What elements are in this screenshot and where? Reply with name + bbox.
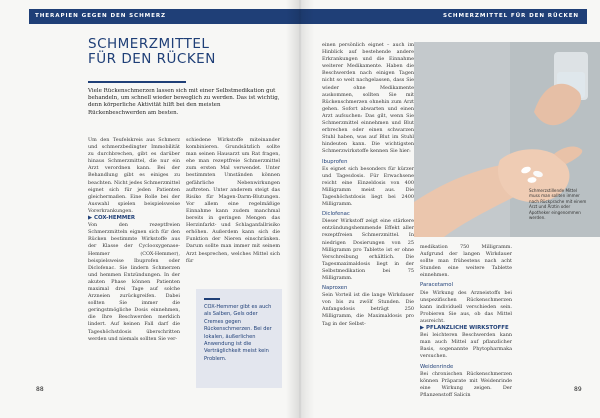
- lead-paragraph: Viele Rückenschmerzen lassen sich mit einer Selbstmedikation gut behandeln, um schnell wieder beweglich zu werden. Das ist wichtig, denn körperliche Aktivität hilft bei den meisten Rückenbeschwerden am besten.: [88, 88, 280, 116]
- subheading-diclofenac: Diclofenac: [322, 211, 350, 218]
- body-paragraph: Von den rezeptfreien Schmerzmitteln eignen sich für den Rücken bestimmte Wirkstoffe aus der Klasse der Cyclooxygenase-Hemmer (COX-Hemmer), beispielsweise Ibuprofen oder Diclofenac. Sie lindern Schmerzen und hemmen Entzündungen. In der akuten Phase können Patienten maximal drei Tage auf solche Arzneien zurückgreifen. Dabei sollten Sie immer die geringstmögliche Dosis einnehmen, die Ihre Beschwerden merklich lindert. Auf keinen Fall darf die Tageshöchstdosis überschritten werden und niemals sollten Sie ver-: [88, 222, 180, 342]
- body-paragraph: Die Wirkung des Arzneistoffs bei unspezifischen Rückenschmerzen kann individuell verschieden sein. Probieren Sie aus, ob das Mittel ausreicht.: [420, 289, 512, 324]
- body-paragraph: Sein Vorteil ist die lange Wirkdauer von bis zu zwölf Stunden. Die Anfangsdosis beträgt 250 Milligramm, die Maximaldosis pro Tag in der Selbst-: [322, 292, 414, 327]
- body-paragraph: Es eignet sich besonders für kürzer und Tagesdosis. Für Erwachsene reicht eine Einzeldosis von 400 Milligramm meist aus. Die Tageshöchstdosis liegt bei 2400 Milligramm.: [322, 165, 414, 208]
- info-box: [196, 289, 282, 388]
- subheading-weidenrinde: Weidenrinde: [420, 363, 454, 370]
- right-column-1: [322, 42, 414, 400]
- body-paragraph: Bei chronischen Rückenschmerzen können Präparate mit Weidenrinde eine Wirkung zeigen. Der Pflanzenstoff Salicin: [420, 370, 512, 398]
- subheading-ibuprofen: Ibuprofen: [322, 158, 348, 165]
- body-paragraph: medikation 750 Milligramm. Aufgrund der langen Wirkdauer sollte man frühestens nach acht Stunden eine weitere Tablette einnehmen.: [420, 244, 512, 279]
- section-heading-text: COX-HEMMER: [94, 215, 136, 222]
- left-column-1: [88, 137, 180, 393]
- left-column-2: [186, 137, 280, 285]
- right-running-header: SCHMERZMITTEL FÜR DEN RÜCKEN: [442, 13, 579, 19]
- subheading-naproxen: Naproxen: [322, 285, 348, 292]
- section-heading-text: PFLANZLICHE WIRKSTOFFE: [426, 325, 509, 332]
- body-paragraph: Um den Teufelskreis aus Schmerz und schmerzbedingter Immobilität zu durchbrechen, gibt es darüber hinaus Schmerzmittel, die nur ein Arzt verordnen kann. Bei der Behandlung gibt es einiges zu beachten. Nicht jedes Schmerzmittel eignet sich für jeden Patienten gleichermaßen. Eine Rolle bei der Auswahl spielen beispielsweise Vorerkrankungen.: [88, 137, 180, 214]
- info-box-accent: [204, 298, 220, 300]
- left-header-bar: [29, 9, 300, 24]
- page-number-left: 88: [36, 386, 44, 393]
- right-page: [300, 0, 600, 418]
- subheading-paracetamol: Paracetamol: [420, 282, 453, 289]
- right-column-2: [420, 244, 512, 400]
- chapter-title: [88, 37, 278, 67]
- right-header-bar: [300, 9, 587, 24]
- section-heading-cox: ▶ COX-HEMMER: [88, 215, 136, 222]
- book-gutter-shadow: [286, 0, 314, 418]
- body-paragraph: schiedene Wirkstoffe miteinander kombinieren. Grundsätzlich sollte man seinen Hausarzt um Rat fragen, ehe man rezeptfreie Schmerzmittel zum ersten Mal verwendet. Unter bestimmten Umständen können gefährliche Nebenwirkungen auftreten. Unter anderem steigt das Risiko für Magen-Darm-Blutungen. Vor allem eine regelmäßige Einnahme kann zudem manchmal bereits in geringen Mengen das Herzinfarkt- und Schlaganfallrisiko erhöhen. Außerdem kann sich die Funktion der Nieren einschränken. Darum sollte man immer mit seinem Arzt besprechen, welches Mittel sich für: [186, 137, 280, 264]
- chapter-title-line2: FÜR DEN RÜCKEN: [88, 51, 216, 67]
- info-box-text: COX-Hemmer gibt es auch als Salben, Gels oder Cremes gegen Rückenschmerzen. Bei der lokalen, äußerlichen Anwendung ist die Verträglichkeit meist kein Problem.: [204, 304, 272, 362]
- photo-caption: Schmerzstillende Mittel muss man sollten immer nach Rückprache mit einem Arzt und Ärztin oder Apotheker eingenommen werden.: [529, 188, 587, 221]
- chapter-title-line1: SCHMERZMITTEL: [88, 36, 210, 52]
- left-running-header: THERAPIEN GEGEN DEN SCHMERZ: [35, 13, 166, 19]
- section-heading-pflanzlich: ▶ PFLANZLICHE WIRKSTOFFE: [420, 325, 509, 332]
- title-underline: [88, 81, 186, 83]
- body-paragraph: Dieser Wirkstoff zeigt eine stärkere entzündungshemmende Effekt aller rezeptfreien Schmerzmittel. In niedrigen Dosierungen von 25 Milligramm pro Tablette ist er ohne Verschreibung erhältlich. Die Tagesmaximaldosis liegt in der Selbstmedikation bei 75 Milligramm.: [322, 218, 414, 281]
- page-number-right: 89: [574, 386, 582, 393]
- body-paragraph: Bei leichteren Beschwerden kann man auch Mittel auf pflanzlicher Basis, sogenannte Phytopharmaka versuchen.: [420, 332, 512, 360]
- body-paragraph: einen persönlich eignet – auch im Hinblick auf bestehende andere Erkrankungen und die Einnahme weiterer Medikamente. Haben die Beschwerden nach einigen Tagen nicht so weit nachgelassen, dass Sie wieder ohne Medikamente auskommen, sollten Sie mit Rückenschmerzen ohnehin zum Arzt gehen. Sofort abwarten und einen Arzt aufsuchen: Das gilt, wenn Sie Schmerzmittel einnehmen und Blut erbrechen oder einen schwarzen Stuhl haben, was auf Blut im Stuhl hindeuten kann. Die wichtigsten Schmerzwirkstoffe kennen Sie hier:: [322, 42, 414, 155]
